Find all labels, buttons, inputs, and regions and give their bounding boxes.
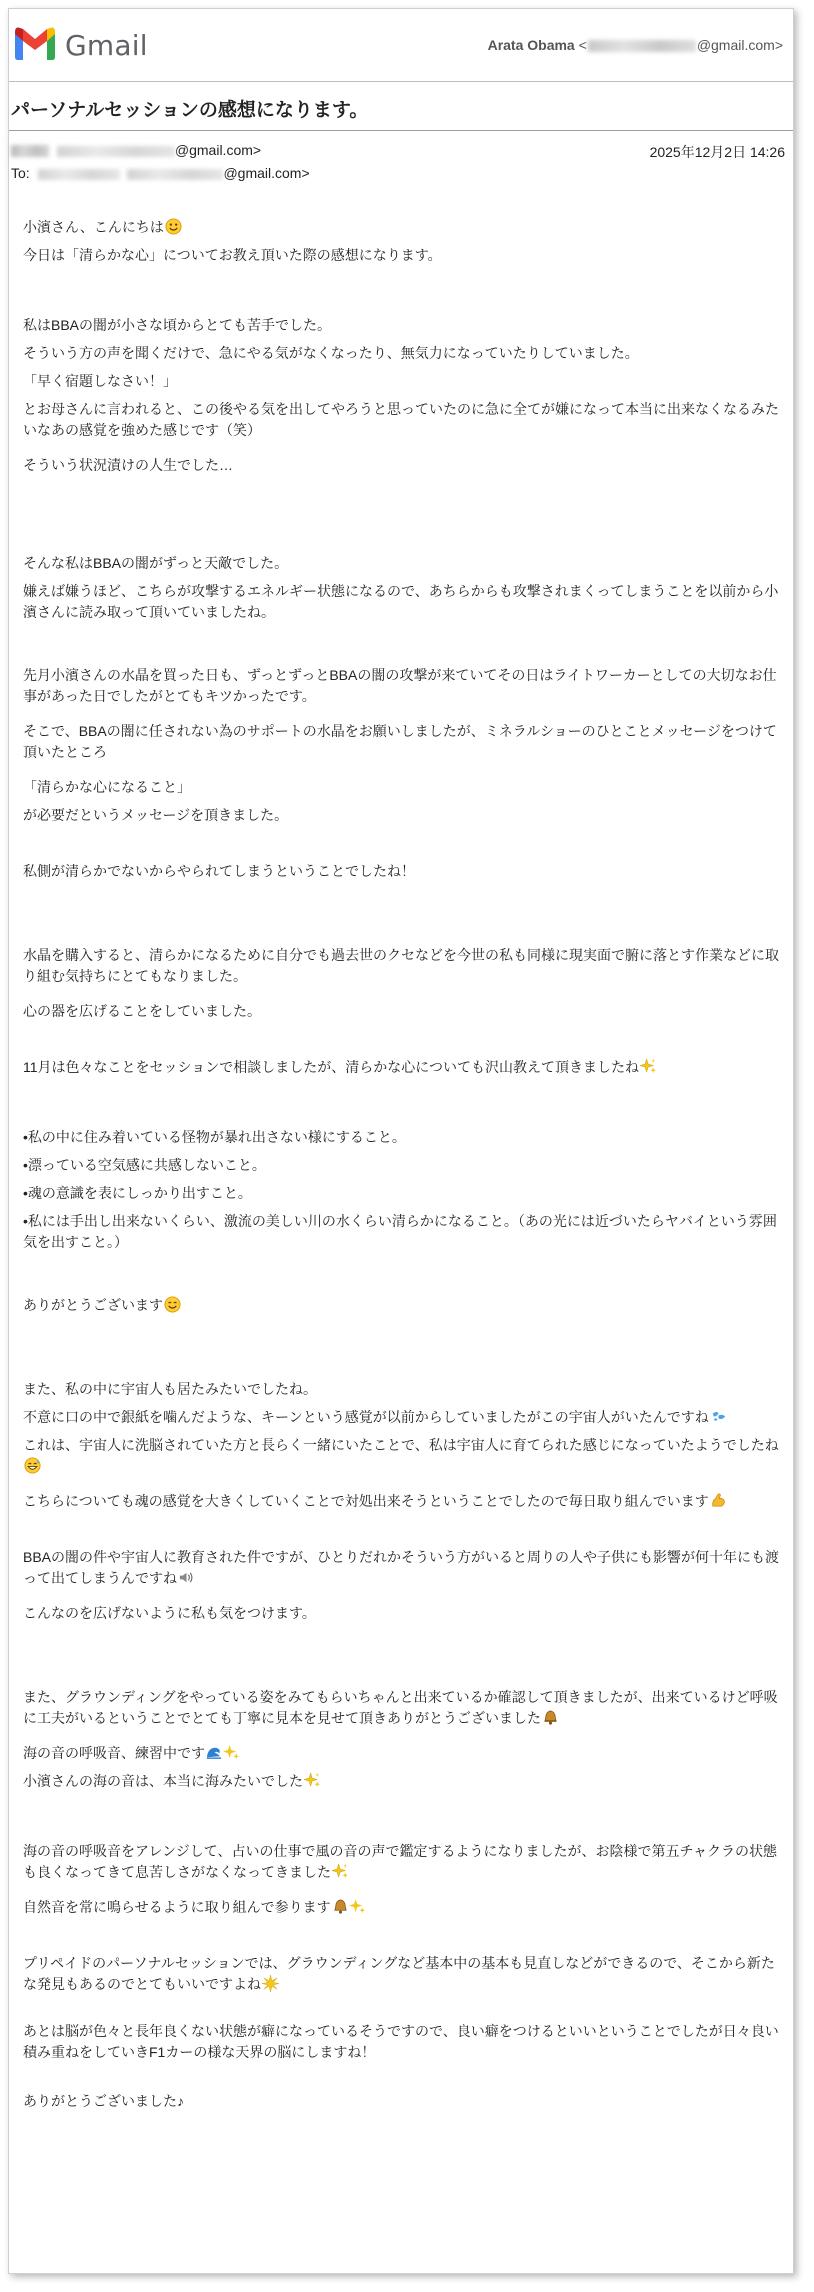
body-text: 先月小濱さんの水晶を買った日も、ずっとずっとBBAの闇の攻撃が来ていてその日はライトワーカーとしての大切なお仕事があった日でしたがとてもキツかったです。 (23, 667, 777, 704)
body-text: 小濱さん、こんにちは (23, 219, 164, 235)
smile-icon (164, 1296, 181, 1313)
account-name: Arata Obama (487, 37, 575, 53)
body-paragraph (23, 1435, 779, 1477)
body-text: 今日は「清らかな心」についてお教え頂いた際の感想になります。 (23, 247, 442, 263)
body-text: BBAの闇の件や宇宙人に教育された件ですが、ひとりだれかそういう方がいると周りの人や子供にも影響が何十年にも渡って出てしまうんですね (23, 1549, 780, 1586)
body-paragraph (23, 1379, 779, 1400)
body-paragraph (23, 1953, 779, 1995)
body-text: 私側が清らかでないからやられてしまうということでしたね！ (23, 863, 415, 879)
body-text: プリペイドのパーソナルセッションでは、グラウンディングなど基本中の基本も見直しなどができるので、そこから新たな発見もあるのでとてもいいですよね (23, 1955, 775, 1992)
body-paragraph (23, 1127, 779, 1148)
body-text: 嫌えば嫌うほど、こちらが攻撃するエネルギー状態になるので、あちらからも攻撃されまくってしまうことを以前から小濱さんに読み取って頂いていましたね。 (23, 583, 779, 620)
body-text: こんなのを広げないように私も気をつけます。 (23, 1605, 316, 1621)
sender-email-domain: @gmail.com> (174, 142, 262, 158)
body-paragraph (23, 1183, 779, 1204)
wave-sparkles-icon (206, 1744, 240, 1761)
body-paragraph (23, 455, 779, 476)
body-text: とお母さんに言われると、この後やる気を出してやろうと思っていたのに急に全てが嫌になって本当に出来なくなるみたいなあの感覚を強めた感じです（笑） (23, 401, 779, 438)
recipient-line (11, 165, 310, 181)
body-text: •漂っている空気感に共感しないこと。 (23, 1157, 266, 1173)
to-label: To: (11, 165, 30, 181)
account-identity (488, 37, 783, 53)
redacted-email (588, 40, 696, 52)
grin-sweat-icon (24, 1457, 41, 1474)
body-paragraph (23, 1407, 779, 1428)
body-text: 私はBBAの闇が小さな頃からとても苦手でした。 (23, 317, 332, 333)
redacted-sender-name (11, 145, 49, 157)
body-paragraph (23, 1841, 779, 1883)
body-paragraph (23, 553, 779, 574)
body-paragraph (23, 721, 779, 763)
bell-icon (542, 1709, 559, 1726)
body-text: あとは脳が色々と長年良くない状態が癖になっているそうですので、良い癖をつけるといいということでしたが日々良い積み重ねをしていきF1カーの様な天界の脳にしますね！ (23, 2023, 779, 2060)
body-text: 小濱さんの海の音は、本当に海みたいでした (23, 1773, 303, 1789)
body-text: 自然音を常に鳴らせるように取り組んで参ります (23, 1899, 331, 1915)
speaker-icon (178, 1569, 195, 1586)
body-paragraph (23, 581, 779, 623)
body-paragraph (23, 1743, 779, 1764)
recipient-email-domain: @gmail.com> (223, 165, 310, 181)
body-text: 「清らかな心になること」 (23, 779, 191, 795)
body-paragraph (23, 371, 779, 392)
body-paragraph (23, 1547, 779, 1589)
header-divider (9, 81, 793, 82)
body-text: また、私の中に宇宙人も居たみたいでしたね。 (23, 1381, 317, 1397)
body-text: 心の器を広げることをしていました。 (23, 1003, 261, 1019)
gmail-wordmark: Gmail (65, 29, 148, 62)
body-text: 海の音の呼吸音をアレンジして、占いの仕事で風の音の声で鑑定するようになりましたが、お陰様で第五チャクラの状態も良くなってきて息苦しさがなくなってきました (23, 1843, 778, 1880)
body-paragraph (23, 1057, 779, 1078)
body-paragraph (23, 1771, 779, 1792)
body-paragraph (23, 805, 779, 826)
smiley-icon (165, 218, 182, 235)
body-paragraph (23, 1603, 779, 1624)
body-paragraph (23, 2091, 779, 2112)
body-paragraph (23, 1897, 779, 1918)
body-text: 海の音の呼吸音、練習中です (23, 1745, 205, 1761)
sent-date: 2025年12月2日 14:26 (649, 144, 785, 160)
email-print-page (8, 8, 794, 2274)
body-text: が必要だというメッセージを頂きました。 (23, 807, 289, 823)
body-text: 不意に口の中で銀紙を噛んだような、キーンという感覚が以前からしていましたがこの宇宙人がいたんですね (23, 1409, 709, 1425)
body-text: これは、宇宙人に洗脳されていた方と長らく一緒にいたことで、私は宇宙人に育てられた感じになっていたようでしたね (23, 1437, 779, 1453)
body-paragraph (23, 1491, 779, 1512)
bell-sparkles-icon (332, 1898, 366, 1915)
body-text: •私の中に住み着いている怪物が暴れ出さない様にすること。 (23, 1129, 406, 1145)
body-paragraph (23, 217, 779, 238)
body-paragraph (23, 777, 779, 798)
body-paragraph (23, 861, 779, 882)
subject-divider (9, 130, 793, 131)
body-paragraph (23, 1687, 779, 1729)
account-email-open: < (574, 37, 587, 53)
sparkles-icon (304, 1772, 321, 1789)
body-paragraph (23, 1295, 779, 1316)
sparkles-icon (332, 1863, 349, 1880)
body-text: ありがとうございます (23, 1297, 163, 1313)
body-text: ありがとうございました♪ (23, 2093, 184, 2109)
redacted-sender-email (57, 146, 175, 157)
sweat-icon (710, 1408, 727, 1425)
body-paragraph (23, 945, 779, 987)
body-text: 11月は色々なことをセッションで相談しましたが、清らかな心についても沢山教えて頂きましたね (23, 1059, 639, 1075)
gmail-logo-icon (12, 25, 58, 61)
account-email-domain: @gmail.com> (696, 37, 783, 53)
redacted-recipient-name (38, 169, 120, 180)
sparkle-burst-icon (262, 1975, 279, 1992)
sparkles-icon (640, 1058, 657, 1075)
body-paragraph (23, 2021, 779, 2063)
body-text: そういう状況漬けの人生でした… (23, 457, 233, 473)
body-paragraph (23, 1155, 779, 1176)
flexed-arm-icon (710, 1492, 727, 1509)
body-paragraph (23, 399, 779, 441)
body-text: そんな私はBBAの闇がずっと天敵でした。 (23, 555, 289, 571)
email-subject: パーソナルセッションの感想になります。 (11, 100, 369, 121)
body-paragraph (23, 1001, 779, 1022)
body-paragraph (23, 1211, 779, 1253)
body-paragraph (23, 315, 779, 336)
body-paragraph (23, 665, 779, 707)
body-text: •魂の意識を表にしっかり出すこと。 (23, 1185, 252, 1201)
body-text: 「早く宿題しなさい！」 (23, 373, 177, 389)
body-paragraph (23, 245, 779, 266)
gmail-header (9, 9, 793, 81)
sender-line (11, 142, 261, 158)
body-text: こちらについても魂の感覚を大きくしていくことで対処出来そうということでしたので毎日取り組んでいます (23, 1493, 709, 1509)
body-text: 水晶を購入すると、清らかになるために自分でも過去世のクセなどを今世の私も同様に現実面で腑に落とす作業などに取り組む気持ちにとてもなりました。 (23, 947, 779, 984)
redacted-recipient-email (127, 169, 223, 180)
body-text: そういう方の声を聞くだけで、急にやる気がなくなったり、無気力になっていたりしていました。 (23, 345, 639, 361)
body-text: そこで、BBAの闇に任されない為のサポートの水晶をお願いしましたが、ミネラルショーのひとことメッセージをつけて頂いたところ (23, 723, 777, 760)
body-paragraph (23, 343, 779, 364)
body-text: •私には手出し出来ないくらい、激流の美しい川の水くらい清らかになること。（あの光には近づいたらヤバイという雰囲気を出すこと。） (23, 1213, 777, 1250)
body-text: また、グラウンディングをやっている姿をみてもらいちゃんと出来ているか確認して頂きましたが、出来ているけど呼吸に工夫がいるということでとても丁寧に見本を見せて頂きありがとうございました (23, 1689, 778, 1726)
